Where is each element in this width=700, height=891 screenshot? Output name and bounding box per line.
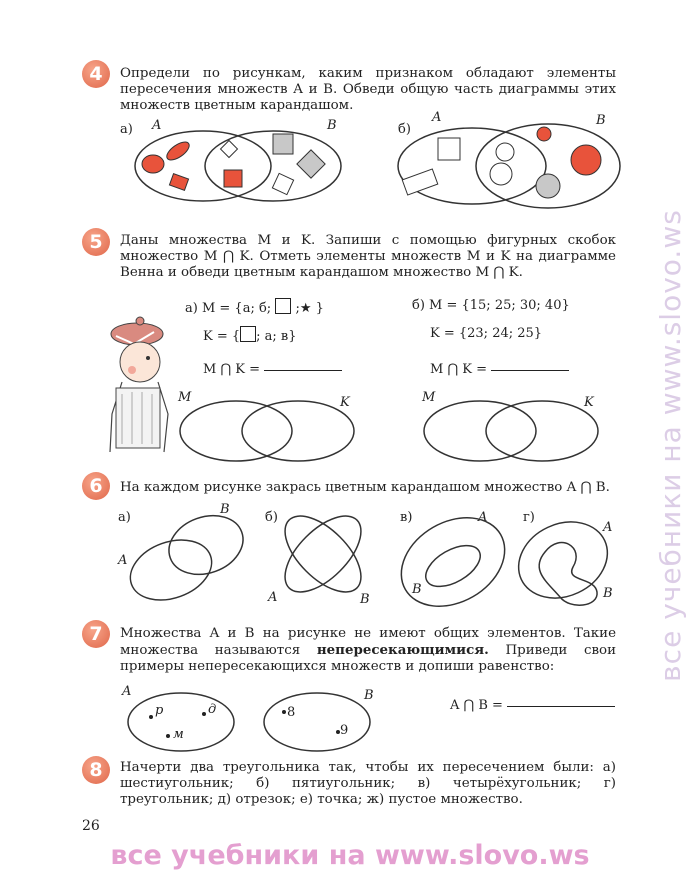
task-number-4: 4 (82, 60, 110, 88)
shape-diagram-6d (515, 512, 615, 612)
fig6c-label: в) (400, 510, 413, 525)
task-5-text: Даны множества M и K. Запиши с помощью фигурных скобок множество M ⋂ K. Отметь элементы множеств M и K на диаграмме Венна и обведи цветным карандашом множество M ⋂ K. (120, 233, 616, 280)
task-number-6: 6 (82, 472, 110, 500)
set-b-ellipse (262, 690, 372, 754)
set-a-label: A (152, 118, 162, 133)
boy-illustration (102, 314, 177, 454)
empty-square-icon (275, 298, 291, 314)
fig4b-label: б) (398, 122, 411, 137)
fig4a-label: а) (120, 122, 133, 137)
set-a-label: A (268, 590, 278, 605)
task-number-7: 7 (82, 620, 110, 648)
venn-diagram-5b (422, 398, 602, 468)
set-k-label: K (584, 395, 594, 410)
venn-diagram-4b (398, 122, 628, 212)
task-number-5: 5 (82, 228, 110, 256)
set-b-label: B (360, 592, 370, 607)
element-8: 8 (287, 705, 296, 720)
task-8-text: Начерти два треугольника так, чтобы их пересечением были: а) шестиугольник; б) пятиугольник; в) четырёхугольник; г) треугольник; д) отрезок; е) точка; ж) пустое множество. (120, 760, 616, 807)
fig6b-label: б) (265, 510, 278, 525)
task-7-text: Множества A и B на рисунке не имеют общих элементов. Такие множества называются непересекающимися. Приведи свои примеры непересекающихся множеств и допиши равенство: (120, 626, 616, 674)
t5b-m: б) M = {15; 25; 30; 40} (412, 298, 570, 313)
t5a-k: K = { ; а; в} (203, 326, 297, 344)
set-b-label: B (412, 582, 422, 597)
fig6a-label: а) (118, 510, 131, 525)
set-a-label: A (432, 110, 442, 125)
side-watermark: все учебники на www.slovo.ws (653, 208, 687, 682)
set-b-label: B (220, 502, 230, 517)
empty-square-icon (240, 326, 256, 342)
shape-diagram-6b (275, 506, 375, 606)
venn-diagram-5a (178, 398, 358, 468)
task-4-text: Определи по рисункам, каким признаком обладают элементы пересечения множеств A и B. Обведи общую часть диаграммы этих множеств цветным карандашом. (120, 66, 616, 113)
element-d: д (208, 702, 217, 717)
equation-blank: A ⋂ B = (450, 698, 615, 713)
shape-diagram-6c (398, 510, 508, 610)
task-number-8: 8 (82, 756, 110, 784)
t5b-k: K = {23; 24; 25} (430, 326, 543, 341)
set-b-label: B (327, 118, 337, 133)
set-a-label: A (122, 684, 132, 699)
set-b-label: B (364, 688, 374, 703)
set-b-label: B (596, 113, 606, 128)
star-icon: ★ (299, 301, 312, 316)
bottom-watermark: все учебники на www.slovo.ws (110, 840, 590, 871)
element-9: 9 (340, 723, 349, 738)
t5b-intersection: M ⋂ K = (430, 362, 569, 377)
element-p: р (155, 703, 164, 718)
set-k-label: K (340, 395, 350, 410)
shape-diagram-6a (126, 505, 256, 605)
page-number: 26 (82, 818, 100, 834)
set-a-label: A (478, 510, 488, 525)
set-a-label: A (603, 520, 613, 535)
set-m-label: M (178, 390, 192, 405)
t5a-m: а) M = {а; б; ;★ } (185, 298, 324, 316)
set-m-label: M (422, 390, 436, 405)
task-6-text: На каждом рисунке закрась цветным карандашом множество A ⋂ B. (120, 480, 610, 495)
set-b-label: B (603, 586, 613, 601)
set-a-ellipse (126, 690, 236, 754)
element-m: м (173, 727, 184, 742)
t5a-intersection: M ⋂ K = (203, 362, 342, 377)
set-a-label: A (118, 553, 128, 568)
venn-diagram-4a (133, 126, 363, 206)
fig6d-label: г) (523, 510, 535, 525)
